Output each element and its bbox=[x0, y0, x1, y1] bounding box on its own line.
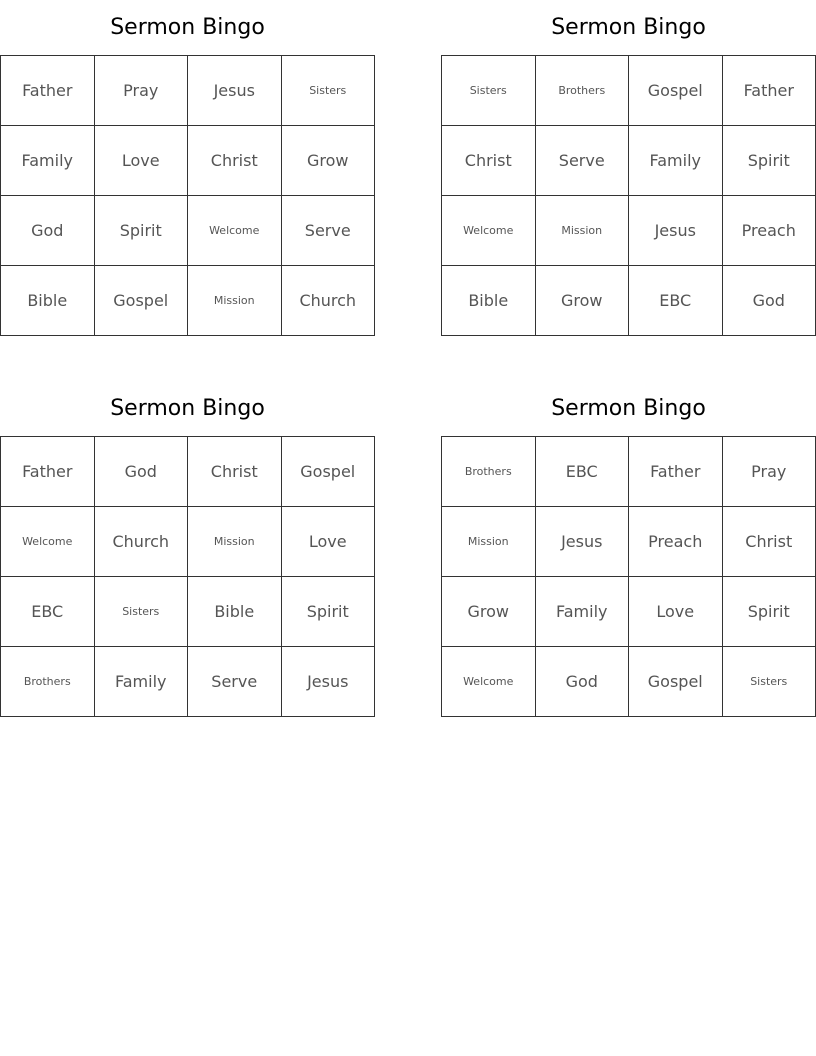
bingo-cell: Gospel bbox=[282, 437, 376, 507]
bingo-cell: Sisters bbox=[95, 577, 189, 647]
bingo-card-4 bbox=[441, 381, 816, 717]
bingo-cell: Mission bbox=[442, 507, 536, 577]
bingo-cell: Father bbox=[1, 56, 95, 126]
bingo-cell: Pray bbox=[723, 437, 816, 507]
bingo-cell: Welcome bbox=[1, 507, 95, 577]
bingo-cell: Father bbox=[1, 437, 95, 507]
bingo-cell: Preach bbox=[723, 196, 816, 266]
bingo-cell: Spirit bbox=[723, 126, 816, 196]
card-title: Sermon Bingo bbox=[110, 396, 265, 421]
bingo-cell: EBC bbox=[536, 437, 630, 507]
bingo-cell: Christ bbox=[188, 126, 282, 196]
bingo-cell: Serve bbox=[282, 196, 376, 266]
bingo-card-2 bbox=[441, 0, 816, 336]
bingo-cell: Christ bbox=[188, 437, 282, 507]
bingo-cell: Brothers bbox=[1, 647, 95, 717]
bingo-cell: Sisters bbox=[282, 56, 376, 126]
bingo-cell: Bible bbox=[1, 266, 95, 336]
bingo-grid bbox=[0, 436, 375, 717]
bingo-cell: Welcome bbox=[442, 196, 536, 266]
bingo-cell: God bbox=[95, 437, 189, 507]
card-title: Sermon Bingo bbox=[110, 15, 265, 40]
bingo-cell: Serve bbox=[536, 126, 630, 196]
bingo-cell: Spirit bbox=[723, 577, 816, 647]
card-title: Sermon Bingo bbox=[551, 396, 706, 421]
bingo-cell: Welcome bbox=[188, 196, 282, 266]
bingo-grid bbox=[0, 55, 375, 336]
bingo-cell: Jesus bbox=[282, 647, 376, 717]
bingo-cell: God bbox=[536, 647, 630, 717]
bingo-cell: Mission bbox=[188, 266, 282, 336]
bingo-cell: Serve bbox=[188, 647, 282, 717]
bingo-cell: Grow bbox=[442, 577, 536, 647]
bingo-cell: Gospel bbox=[629, 56, 723, 126]
bingo-cell: Family bbox=[629, 126, 723, 196]
bingo-cell: Pray bbox=[95, 56, 189, 126]
bingo-cell: Sisters bbox=[442, 56, 536, 126]
bingo-cell: Brothers bbox=[442, 437, 536, 507]
bingo-cell: Church bbox=[282, 266, 376, 336]
bingo-cell: Family bbox=[1, 126, 95, 196]
bingo-cell: God bbox=[723, 266, 816, 336]
bingo-card-1 bbox=[0, 0, 375, 336]
bingo-cell: Family bbox=[95, 647, 189, 717]
bingo-cell: Spirit bbox=[282, 577, 376, 647]
bingo-cell: Father bbox=[629, 437, 723, 507]
bingo-cell: Sisters bbox=[723, 647, 816, 717]
bingo-cell: Christ bbox=[442, 126, 536, 196]
bingo-card-3 bbox=[0, 381, 375, 717]
bingo-cell: Love bbox=[95, 126, 189, 196]
bingo-cell: EBC bbox=[1, 577, 95, 647]
bingo-cell: Spirit bbox=[95, 196, 189, 266]
bingo-cell: Grow bbox=[282, 126, 376, 196]
bingo-cell: Father bbox=[723, 56, 816, 126]
bingo-cell: Welcome bbox=[442, 647, 536, 717]
bingo-cell: Mission bbox=[188, 507, 282, 577]
bingo-cell: Preach bbox=[629, 507, 723, 577]
bingo-cell: Family bbox=[536, 577, 630, 647]
bingo-cell: Church bbox=[95, 507, 189, 577]
bingo-cell: Love bbox=[629, 577, 723, 647]
bingo-cell: Jesus bbox=[188, 56, 282, 126]
bingo-cell: Bible bbox=[188, 577, 282, 647]
bingo-cell: Bible bbox=[442, 266, 536, 336]
bingo-cell: God bbox=[1, 196, 95, 266]
bingo-cell: Jesus bbox=[536, 507, 630, 577]
bingo-cell: Jesus bbox=[629, 196, 723, 266]
bingo-cell: Brothers bbox=[536, 56, 630, 126]
bingo-cell: Gospel bbox=[629, 647, 723, 717]
bingo-cell: Christ bbox=[723, 507, 816, 577]
bingo-cell: Love bbox=[282, 507, 376, 577]
bingo-cell: Grow bbox=[536, 266, 630, 336]
card-title: Sermon Bingo bbox=[551, 15, 706, 40]
bingo-grid bbox=[441, 436, 816, 717]
bingo-cell: EBC bbox=[629, 266, 723, 336]
bingo-cell: Mission bbox=[536, 196, 630, 266]
bingo-cell: Gospel bbox=[95, 266, 189, 336]
bingo-grid bbox=[441, 55, 816, 336]
